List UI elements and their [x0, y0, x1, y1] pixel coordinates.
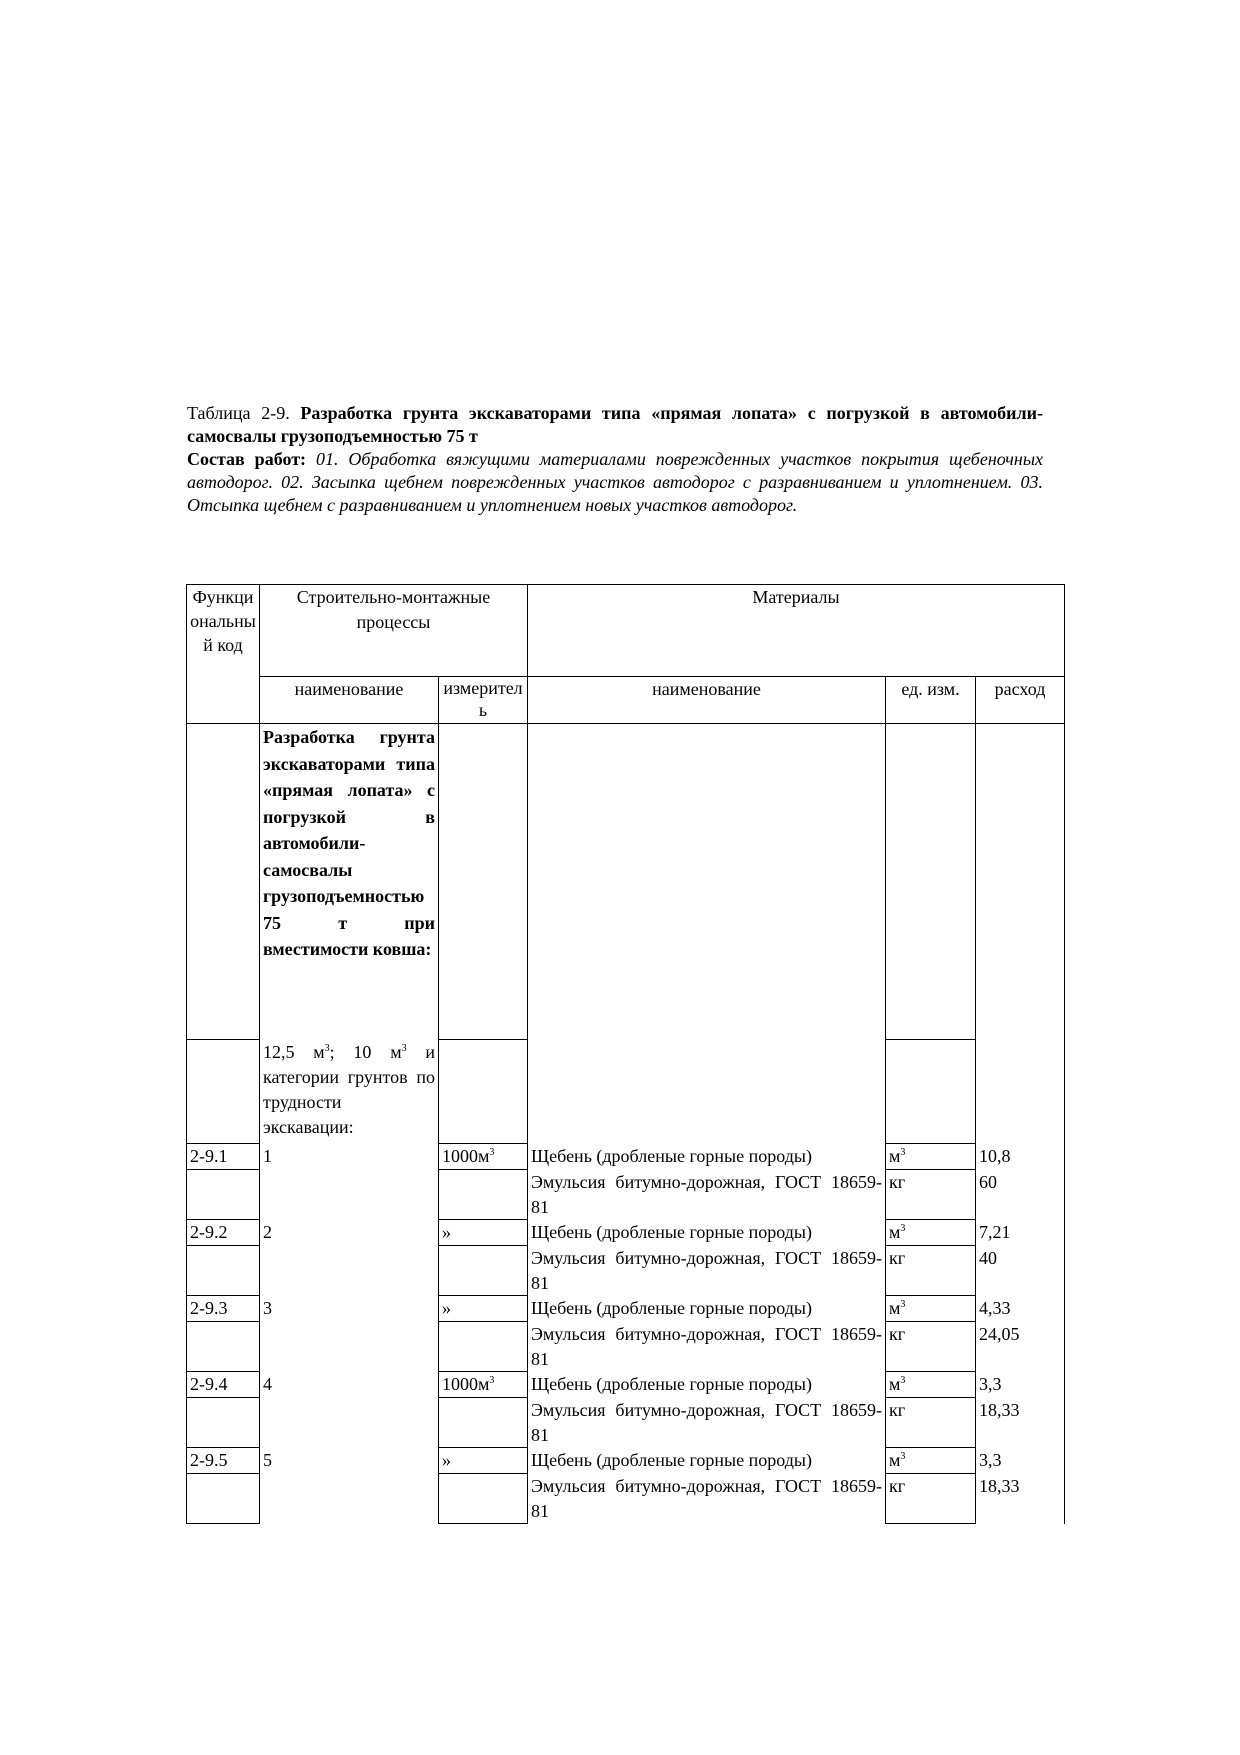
header-mat-unit: ед. изм. — [886, 677, 976, 724]
material-qty: 18,33 — [976, 1398, 1065, 1448]
material-unit: кг — [886, 1246, 976, 1296]
material-unit: $м^3$ — [886, 1448, 976, 1474]
code-empty — [187, 1170, 260, 1220]
material-name: Щебень (дробленые горные породы) — [528, 1220, 886, 1246]
material-qty: 3,3 — [976, 1372, 1065, 1398]
header-proc-name: наименование — [260, 677, 439, 724]
material-unit: кг — [886, 1170, 976, 1220]
intro-text: 12,5 $м^3$; 10 $м^3$ и категории грунтов по трудности экскавации: — [260, 1040, 439, 1144]
material-name: Щебень (дробленые горные породы) — [528, 1144, 886, 1170]
table-label: Таблица 2-9. — [187, 403, 290, 423]
material-name: Щебень (дробленые горные породы) — [528, 1448, 886, 1474]
code-empty — [187, 1398, 260, 1448]
material-qty: 10,8 — [976, 1144, 1065, 1170]
code: 2-9.2 — [187, 1220, 260, 1246]
process-name: 2 — [260, 1220, 439, 1296]
material-qty: 7,21 — [976, 1220, 1065, 1246]
measure: » — [439, 1448, 528, 1474]
material-name: Эмульсия битумно-дорожная, ГОСТ 18659-81 — [528, 1246, 886, 1296]
header-mat-qty: расход — [976, 677, 1065, 724]
header-code: Функциональный код — [187, 585, 260, 724]
code: 2-9.5 — [187, 1448, 260, 1474]
mat-name-cell — [528, 724, 886, 1144]
table-row — [187, 1296, 1065, 1322]
code: 2-9.1 — [187, 1144, 260, 1170]
material-qty: 24,05 — [976, 1322, 1065, 1372]
unit-cell — [439, 724, 528, 1040]
header-processes: Строительно-монтажные процессы — [260, 585, 528, 677]
code-empty — [187, 1474, 260, 1524]
measure: $1000м^3$ — [439, 1372, 528, 1398]
table-row — [187, 1372, 1065, 1398]
material-name: Эмульсия битумно-дорожная, ГОСТ 18659-81 — [528, 1398, 886, 1448]
material-unit: кг — [886, 1474, 976, 1524]
mat-unit-cell — [886, 724, 976, 1040]
measure-empty — [439, 1170, 528, 1220]
measure-empty — [439, 1322, 528, 1372]
material-name: Эмульсия битумно-дорожная, ГОСТ 18659-81 — [528, 1322, 886, 1372]
material-name: Эмульсия битумно-дорожная, ГОСТ 18659-81 — [528, 1474, 886, 1524]
material-unit: кг — [886, 1322, 976, 1372]
process-name: 1 — [260, 1144, 439, 1220]
measure: » — [439, 1220, 528, 1246]
unit-cell — [439, 1040, 528, 1144]
table-title: Разработка грунта экскаваторами типа «прямая лопата» с погрузкой в автомобили-самосвалы грузоподъемностью 75 т — [187, 403, 1044, 446]
header-materials: Материалы — [528, 585, 1065, 677]
material-unit: кг — [886, 1398, 976, 1448]
code-empty — [187, 1322, 260, 1372]
process-name: 5 — [260, 1448, 439, 1524]
table-row — [187, 1220, 1065, 1246]
mat-qty-cell — [976, 724, 1065, 1144]
measure: $1000м^3$ — [439, 1144, 528, 1170]
code: 2-9.4 — [187, 1372, 260, 1398]
material-qty: 60 — [976, 1170, 1065, 1220]
header-proc-unit: измеритель — [439, 677, 528, 724]
material-unit: $м^3$ — [886, 1296, 976, 1322]
mat-unit-cell — [886, 1040, 976, 1144]
works-text: 01. Обработка вяжущими материалами поврежденных участков покрытия щебеночных автодорог. 02. Засыпка щебнем поврежденных участков автодорог с разравниванием и уплотнением. 03. Отсыпка щебнем с разравниванием и уплотнением новых участков автодорог. — [187, 449, 1044, 515]
measure-empty — [439, 1398, 528, 1448]
material-qty: 40 — [976, 1246, 1065, 1296]
code: 2-9.3 — [187, 1296, 260, 1322]
table-caption — [187, 402, 1043, 517]
table-row — [187, 1144, 1065, 1170]
code-empty — [187, 1246, 260, 1296]
material-qty: 18,33 — [976, 1474, 1065, 1524]
measure-empty — [439, 1474, 528, 1524]
table-row — [187, 1448, 1065, 1474]
code-cell — [187, 1040, 260, 1144]
code-cell — [187, 724, 260, 1040]
measure-empty — [439, 1246, 528, 1296]
material-qty: 4,33 — [976, 1296, 1065, 1322]
material-name: Щебень (дробленые горные породы) — [528, 1296, 886, 1322]
intro-bold: Разработка грунта экскаваторами типа «прямая лопата» с погрузкой в автомобили-самосвалы грузоподъемностью 75 т при вместимости ковша: — [260, 724, 439, 1040]
measure: » — [439, 1296, 528, 1322]
process-name: 4 — [260, 1372, 439, 1448]
material-unit: $м^3$ — [886, 1220, 976, 1246]
material-unit: $м^3$ — [886, 1372, 976, 1398]
process-name: 3 — [260, 1296, 439, 1372]
material-unit: $м^3$ — [886, 1144, 976, 1170]
material-qty: 3,3 — [976, 1448, 1065, 1474]
material-name: Эмульсия битумно-дорожная, ГОСТ 18659-81 — [528, 1170, 886, 1220]
header-mat-name: наименование — [528, 677, 886, 724]
material-name: Щебень (дробленые горные породы) — [528, 1372, 886, 1398]
norms-table — [186, 584, 1065, 1524]
works-label: Состав работ: — [187, 449, 307, 469]
